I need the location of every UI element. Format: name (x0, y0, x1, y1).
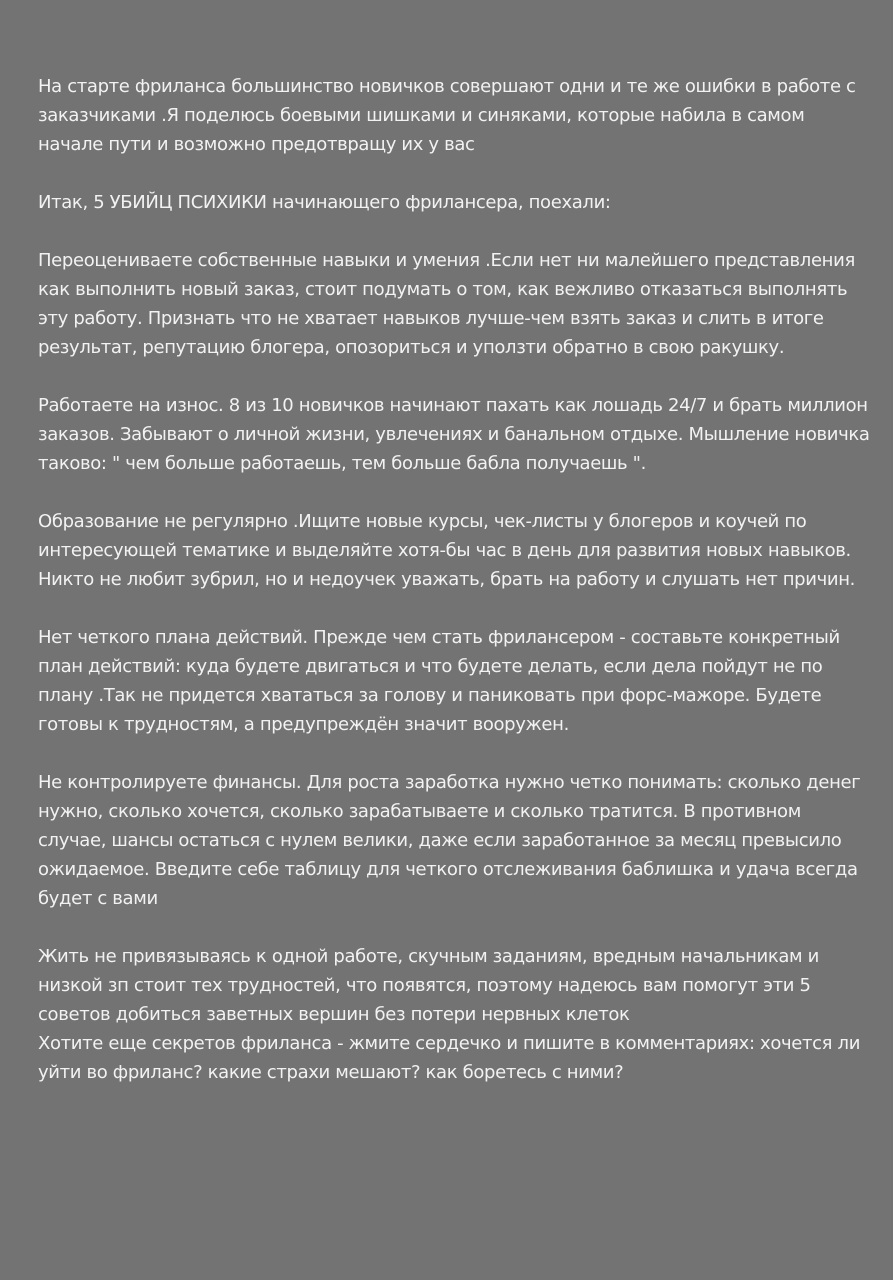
point-5-paragraph: Не контролируете финансы. Для роста заработка нужно четко понимать: сколько денег нужно, сколько хочется, сколько зарабатываете и сколько тратится. В противном случае, шансы остаться с нулем велики, даже если заработанное за месяц превысило ожидаемое. Введите себе таблицу для четкого отслеживания баблишка и удача всегда будет с вами (38, 772, 861, 909)
point-1-paragraph: Переоцениваете собственные навыки и умения .Если нет ни малейшего представления как выполнить новый заказ, стоит подумать о том, как вежливо отказаться выполнять эту работу. Признать что не хватает навыков лучше-чем взять заказ и слить в итоге результат, репутацию блогера, опозориться и уползти обратно в свою ракушку. (38, 250, 855, 358)
intro-paragraph: На старте фриланса большинство новичков совершают одни и те же ошибки в работе с заказчиками .Я поделюсь боевыми шишками и синяками, которые набила в самом начале пути и возможно предотвращу их у вас (38, 76, 856, 155)
conclusion-paragraph: Жить не привязываясь к одной работе, скучным заданиям, вредным начальникам и низкой зп стоит тех трудностей, что появятся, поэтому надеюсь вам помогут эти 5 советов добиться заветных вершин без потери нервных клеток (38, 946, 820, 1025)
point-3-paragraph: Образование не регулярно .Ищите новые курсы, чек-листы у блогеров и коучей по интересующей тематике и выделяйте хотя-бы час в день для развития новых навыков. Никто не любит зубрил, но и недоучек уважать, брать на работу и слушать нет причин. (38, 511, 856, 590)
list-intro-paragraph: Итак, 5 УБИЙЦ ПСИХИКИ начинающего фрилансера, поехали: (38, 192, 611, 213)
call-to-action-paragraph: Хотите еще секретов фриланса - жмите сердечко и пишите в комментариях: хочется ли уйти во фриланс? какие страхи мешают? как боретесь с ними? (38, 1033, 861, 1083)
point-4-paragraph: Нет четкого плана действий. Прежде чем стать фрилансером - составьте конкретный план действий: куда будете двигаться и что будете делать, если дела пойдут не по плану .Так не придется хвататься за голову и паниковать при форс-мажоре. Будете готовы к трудностям, а предупреждён значит вооружен. (38, 627, 840, 735)
point-2-paragraph: Работаете на износ. 8 из 10 новичков начинают пахать как лошадь 24/7 и брать миллион заказов. Забывают о личной жизни, увлечениях и банальном отдыхе. Мышление новичка таково: " чем больше работаешь, тем больше бабла получаешь ". (38, 395, 870, 474)
